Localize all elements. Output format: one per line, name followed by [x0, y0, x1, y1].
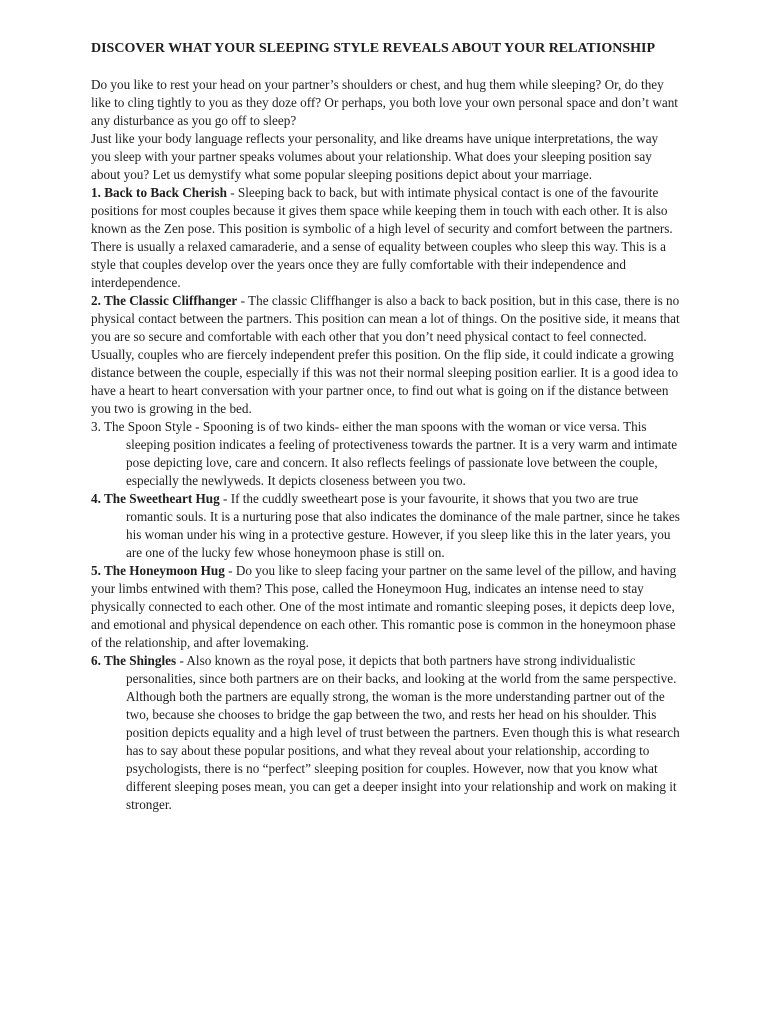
section-spoon-style — [91, 418, 681, 490]
section-classic-cliffhanger — [91, 292, 681, 418]
section-label: 3. The Spoon Style — [91, 419, 192, 434]
section-shingles — [91, 652, 681, 814]
section-text: - Also known as the royal pose, it depicts that both partners have strong individualistic personalities, since both partners are on their backs, and looking at the world from the same perspective. Although both the partners are equally strong, the woman is the more understanding partner out of the two, because she chooses to bridge the gap between the two, and rests her head on his shoulder. This position depicts equality and a high level of trust between the partners. Even though this is what research has to say about these popular positions, and what they reveal about your relationship, according to psychologists, there is no “perfect” sleeping position for couples. However, now that you know what different sleeping poses mean, you can get a deeper insight into your relationship and work on making it stronger. — [126, 653, 680, 812]
document-page — [91, 40, 681, 814]
section-label: 1. Back to Back Cherish — [91, 185, 227, 200]
section-text: - The classic Cliffhanger is also a back to back position, but in this case, there is no physical contact between the partners. This position can mean a lot of things. On the positive side, it means that you are so secure and comfortable with each other that you don’t need physical contact to feel connected. Usually, couples who are fiercely independent prefer this position. On the flip side, it could indicate a growing distance between the couple, especially if this was not their normal sleeping position earlier. It is a good idea to have a heart to heart conversation with your partner once, to find out what is going on if the distance between you two is growing in the bed. — [91, 293, 680, 416]
section-text: - Do you like to sleep facing your partner on the same level of the pillow, and having your limbs entwined with them? This pose, called the Honeymoon Hug, indicates an intense need to stay physically connected to each other. One of the most intimate and romantic sleeping poses, it depicts deep love, and emotional and physical dependence on each other. This romantic pose is common in the honeymoon phase of the relationship, and after lovemaking. — [91, 563, 677, 650]
section-honeymoon-hug — [91, 562, 681, 652]
document-title: DISCOVER WHAT YOUR SLEEPING STYLE REVEALS ABOUT YOUR RELATIONSHIP — [91, 41, 656, 56]
intro-paragraph-2: Just like your body language reflects your personality, and like dreams have unique interpretations, the way you sleep with your partner speaks volumes about your relationship. What does your sleeping position say about you? Let us demystify what some popular sleeping positions depict about your marriage. — [91, 131, 659, 182]
section-text: - Sleeping back to back, but with intimate physical contact is one of the favourite positions for most couples because it gives them space while keeping them in touch with each other. It is also known as the Zen pose. This position is symbolic of a high level of security and comfort between the partners. There is usually a relaxed camaraderie, and a sense of equality between couples who sleep this way. This is a style that couples develop over the years once they are fully comfortable with their independence and interdependence. — [91, 185, 673, 290]
intro-paragraph-1: Do you like to rest your head on your partner’s shoulders or chest, and hug them while sleeping? Or, do they like to cling tightly to you as they doze off? Or perhaps, you both love your own personal space and don’t want any disturbance as you go off to sleep? — [91, 77, 678, 128]
section-label: 2. The Classic Cliffhanger — [91, 293, 238, 308]
section-text: - Spooning is of two kinds- either the man spoons with the woman or vice versa. This sleeping position indicates a feeling of protectiveness towards the partner. It is a very warm and intimate pose depicting love, care and concern. It also reflects feelings of passionate love between the couple, especially the newlyweds. It depicts closeness between you two. — [126, 419, 678, 488]
section-sweetheart-hug — [91, 490, 681, 562]
section-label: 5. The Honeymoon Hug — [91, 563, 225, 578]
section-label: 6. The Shingles — [91, 653, 177, 668]
section-label: 4. The Sweetheart Hug — [91, 491, 220, 506]
section-text: - If the cuddly sweetheart pose is your favourite, it shows that you two are true romantic souls. It is a nurturing pose that also indicates the dominance of the male partner, since he takes his woman under his wing in a protective gesture. However, if you sleep like this in the later years, you are one of the lucky few whose honeymoon phase is still on. — [126, 491, 680, 560]
section-back-to-back-cherish — [91, 184, 681, 292]
